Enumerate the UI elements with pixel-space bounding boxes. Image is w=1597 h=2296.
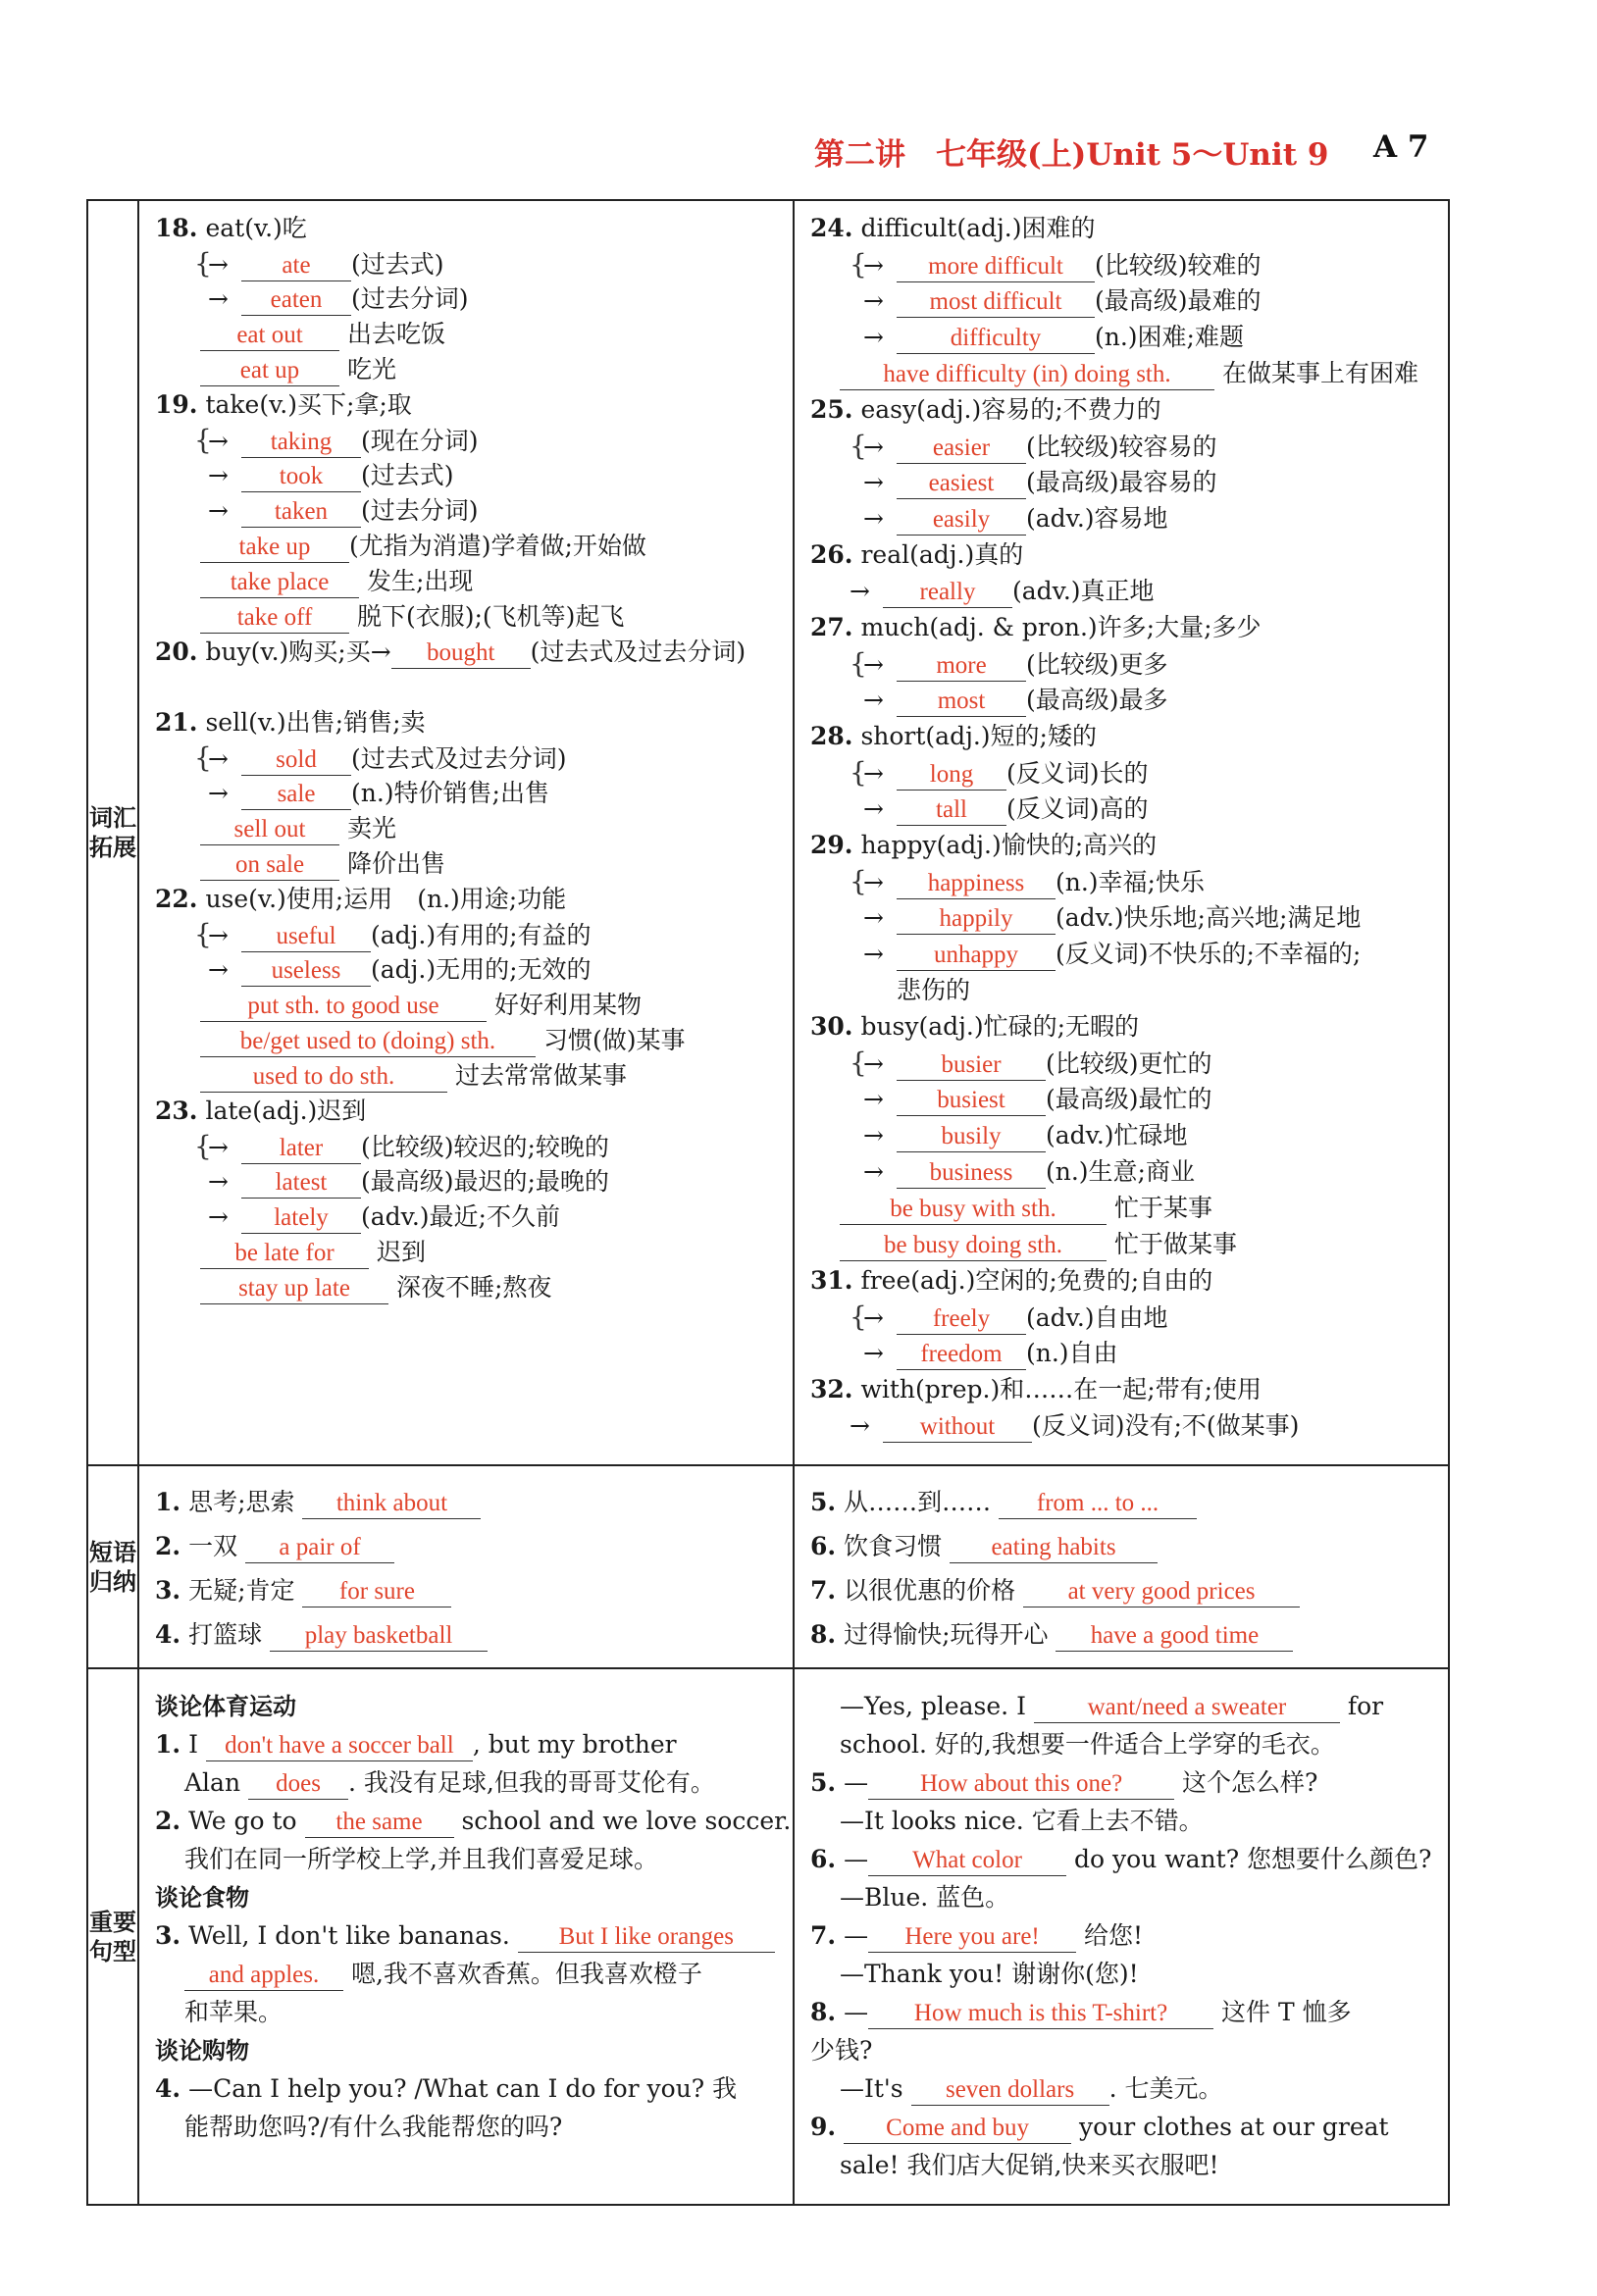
phrase-item (155, 1612, 779, 1657)
answer: sold (241, 745, 351, 776)
answer: long (897, 760, 1006, 791)
text: school and we love soccer. (461, 1807, 792, 1835)
text: 卖光 (346, 814, 396, 842)
answer: eat out (200, 321, 339, 351)
text: — (844, 1768, 869, 1797)
text: (adv.)真正地 (1012, 577, 1155, 605)
text: 这件 T 恤多 (1221, 1998, 1352, 2026)
study-table (86, 199, 1450, 2206)
text: (最高级)最容易的 (1026, 468, 1217, 496)
answer: tall (897, 795, 1006, 826)
answer: taken (241, 497, 361, 528)
text: — (844, 1845, 869, 1873)
text: —Thank you! 谢谢你(您)! (840, 1960, 1139, 1988)
text: Well, I don't like bananas. (188, 1921, 510, 1950)
text: real(adj.)真的 (860, 540, 1024, 569)
text: busy(adj.)忙碌的;无暇的 (860, 1012, 1140, 1041)
text: (adv.)容易地 (1026, 504, 1168, 533)
text: (最高级)最多 (1026, 686, 1168, 714)
text: (n.)困难;难题 (1095, 323, 1244, 351)
topic-heading: 谈论食物 (155, 1884, 249, 1912)
answer: easier (897, 434, 1026, 464)
vocab-entry-18: 18. eat(v.)吃 (155, 214, 307, 242)
text: sale! 我们店大促销,快来买衣服吧! (840, 2151, 1219, 2179)
answer: more (897, 651, 1026, 682)
text: eat(v.)吃 (205, 214, 307, 242)
phrase-item (155, 1480, 779, 1524)
text: (反义词)高的 (1006, 794, 1149, 823)
vocab-entry-19: 19. take(v.)买下;拿;取 (155, 390, 412, 419)
answer: really (883, 578, 1012, 608)
section-label-sentences: 重要句型 (87, 1668, 138, 2205)
text: , but my brother (472, 1730, 677, 1759)
text: (n.)生意;商业 (1046, 1157, 1195, 1186)
text: —It looks nice. 它看上去不错。 (840, 1807, 1204, 1835)
text: 这个怎么样? (1182, 1768, 1318, 1797)
answer: easiest (897, 469, 1026, 499)
answer: used to do sth. (200, 1062, 447, 1093)
answer: busily (897, 1122, 1046, 1152)
answer: sell out (200, 815, 339, 845)
text: free(adj.)空闲的;免费的;自由的 (860, 1266, 1213, 1295)
answer: happiness (897, 869, 1056, 899)
text: (最高级)最迟的;最晚的 (361, 1167, 609, 1196)
phrase-item (155, 1524, 779, 1568)
text: (比较级)更多 (1026, 650, 1168, 679)
answer: busiest (897, 1086, 1046, 1116)
text: —It's (840, 2074, 903, 2103)
text: 2. (155, 1532, 181, 1560)
answer: take up (200, 533, 349, 563)
text: much(adj. & pron.)许多;大量;多少 (860, 613, 1262, 641)
page-header (814, 129, 1442, 179)
section-label-vocab: 词汇拓展 (87, 200, 138, 1465)
text: for (1347, 1692, 1384, 1720)
text: buy(v.)购买;买→ (205, 638, 391, 666)
text: (比较级)较难的 (1095, 251, 1262, 280)
text: —Blue. 蓝色。 (840, 1883, 1010, 1912)
phrase-item (810, 1612, 1434, 1657)
answer: have a good time (1056, 1621, 1293, 1652)
answer: took (241, 462, 361, 492)
text: (adv.)自由地 (1026, 1303, 1168, 1332)
answer: eat up (200, 356, 339, 386)
answer: does (248, 1769, 348, 1800)
text: (adj.)有用的;有益的 (371, 921, 592, 949)
text: (反义词)没有;不(做某事) (1032, 1411, 1300, 1440)
vocab-left-column: 18. eat(v.)吃 {→ ate (过去式) → eaten (过去分词) eat out 出去吃饭 eat up 吃光 19. take(v.)买下;拿;取 {→ taking (现在分词) → took (过去式) → taken (过去分词) take up (尤指为消遣)学着做;开始做 take place 发生;出现 take off 脱下(衣服);(飞机等)起飞 20. buy(v.)购买;买→ bought (过去式及过去分词) 21. sell(v.)出售;销售;卖 {→ sold (过去式及过去分词) → sale (n.)特价销售;出售 sell out 卖光 on sale 降价出售 22. use(v.)使用;运用 (n.)用途;功能 {→ useful (adj.)有用的;有益的 → useless (adj.)无用的;无效的 put sth. to good use 好好利用某物 be/get used to (doing) sth. 习惯(做)某事 used to do sth. 过去常常做某事 23. late(adj.)迟到 {→ later (比较级)较迟的;较晚的 → latest (最高级)最迟的;最晚的 → lately (adv.)最近;不久前 be late for 迟到 stay up late 深夜不睡;熬夜 (138, 200, 794, 1465)
answer: latest (241, 1168, 361, 1199)
text: 出去吃饭 (346, 320, 445, 348)
text: 过去常常做某事 (454, 1061, 627, 1090)
answer: sale (241, 780, 351, 810)
answer: be late for (200, 1239, 369, 1269)
text: . 七美元。 (1108, 2074, 1223, 2103)
text: school. 好的,我想要一件适合上学穿的毛衣。 (840, 1730, 1335, 1759)
answer: and apples. (184, 1961, 343, 1991)
text: (过去分词) (361, 496, 479, 525)
text: 好好利用某物 (493, 991, 642, 1019)
answer: be/get used to (doing) sth. (200, 1027, 536, 1057)
text: (n.)特价销售;出售 (351, 779, 549, 807)
vocab-entry-28: 28. short(adj.)短的;矮的 (810, 722, 1097, 750)
text: late(adj.)迟到 (205, 1097, 367, 1125)
text: 从……到…… (844, 1488, 992, 1516)
answer: from ... to ... (999, 1489, 1197, 1519)
text: 降价出售 (346, 849, 445, 878)
answer: put sth. to good use (200, 992, 487, 1022)
text: (最高级)最忙的 (1046, 1085, 1212, 1113)
answer: bought (391, 638, 531, 669)
answer: How about this one? (868, 1769, 1174, 1800)
answer: taking (241, 428, 361, 458)
answer: Come and buy (844, 2114, 1071, 2144)
answer: But I like oranges (518, 1922, 775, 1953)
text: 嗯,我不喜欢香蕉。但我喜欢橙子 (350, 1960, 702, 1988)
text: 迟到 (376, 1238, 426, 1266)
text: 吃光 (346, 355, 396, 383)
vocab-entry-27: 27. much(adj. & pron.)许多;大量;多少 (810, 613, 1262, 641)
text: 忙于某事 (1113, 1194, 1212, 1222)
text: (过去式及过去分词) (530, 638, 747, 666)
answer: easily (897, 505, 1026, 536)
text: 忙于做某事 (1113, 1230, 1237, 1258)
answer: stay up late (200, 1274, 388, 1304)
vocab-entry-29: 29. happy(adj.)愉快的;高兴的 (810, 831, 1158, 859)
answer: be busy doing sth. (840, 1231, 1107, 1261)
text: (比较级)较容易的 (1026, 433, 1217, 461)
vocab-entry-32: 32. with(prep.)和……在一起;带有;使用 (810, 1375, 1262, 1403)
answer: play basketball (270, 1621, 488, 1652)
answer: How much is this T-shirt? (868, 1999, 1213, 2029)
text: (过去式) (351, 250, 444, 279)
answer: ate (241, 251, 351, 281)
answer: have difficulty (in) doing sth. (840, 360, 1214, 390)
answer: Here you are! (868, 1922, 1076, 1953)
text: 脱下(衣服);(飞机等)起飞 (356, 602, 625, 631)
text: . 我没有足球,但我的哥哥艾伦有。 (348, 1768, 715, 1797)
answer: freely (897, 1304, 1026, 1335)
phrase-item (810, 1568, 1434, 1612)
answer: the same (305, 1808, 454, 1838)
text: 给您! (1084, 1921, 1144, 1950)
phrases-left-column (138, 1465, 794, 1668)
text: 6. (810, 1532, 837, 1560)
text: happy(adj.)愉快的;高兴的 (860, 831, 1158, 859)
text: I (188, 1730, 198, 1759)
sentences-left-column: 谈论体育运动 1. I don't have a soccer ball , but my brother Alan does . 我没有足球,但我的哥哥艾伦有。 2. We go to the same school and we love soccer. 我们在同一所学校上学,并且我们喜爱足球。 谈论食物 3. Well, I don't like bananas. But I like oranges and apples. 嗯,我不喜欢香蕉。但我喜欢橙子 和苹果。 谈论购物 4. —Can I help you? /What can I do for you? 我 能帮助您吗?/有什么我能帮您的吗? (138, 1668, 794, 2205)
answer: useless (241, 956, 371, 987)
text: 在做某事上有困难 (1221, 359, 1418, 387)
vocab-entry-22: 22. use(v.)使用;运用 (n.)用途;功能 (155, 885, 567, 913)
text: 5. (810, 1488, 837, 1516)
answer: busier (897, 1050, 1046, 1081)
text: (n.)自由 (1026, 1339, 1118, 1367)
answer: happily (897, 904, 1056, 935)
phrase-item (810, 1524, 1434, 1568)
answer: eaten (241, 285, 351, 316)
answer: think about (302, 1489, 481, 1519)
text: (现在分词) (361, 427, 479, 455)
text: 3. (155, 1576, 181, 1605)
vocab-entry-26: 26. real(adj.)真的 (810, 540, 1024, 569)
vocab-entry-24: 24. difficult(adj.)困难的 (810, 214, 1096, 242)
text: Alan (184, 1768, 241, 1797)
answer: most (897, 687, 1026, 717)
text: short(adj.)短的;矮的 (860, 722, 1097, 750)
answer: business (897, 1158, 1046, 1189)
text: (过去式) (361, 461, 454, 489)
answer: for sure (302, 1577, 451, 1607)
vocab-entry-23: 23. late(adj.)迟到 (155, 1097, 367, 1125)
answer: most difficult (897, 287, 1095, 318)
answer: take place (200, 568, 359, 598)
text: 1. (155, 1488, 181, 1516)
text: 7. (810, 1576, 837, 1605)
phrases-right-column (794, 1465, 1449, 1668)
text: (反义词)长的 (1006, 759, 1149, 788)
text: (adv.)最近;不久前 (361, 1202, 560, 1231)
answer: more difficult (897, 252, 1095, 282)
vocab-entry-25: 25. easy(adj.)容易的;不费力的 (810, 395, 1161, 424)
text: — (844, 1921, 869, 1950)
text: difficult(adj.)困难的 (860, 214, 1096, 242)
answer: later (241, 1134, 361, 1164)
answer: want/need a sweater (1034, 1693, 1340, 1723)
answer: lately (241, 1203, 361, 1234)
text: (adv.)快乐地;高兴地;满足地 (1056, 903, 1362, 932)
text: 打篮球 (188, 1620, 263, 1649)
text: (adj.)无用的;无效的 (371, 955, 592, 984)
text: easy(adj.)容易的;不费力的 (860, 395, 1161, 424)
text: 我们在同一所学校上学,并且我们喜爱足球。 (184, 1845, 658, 1873)
vocab-right-column: 24. difficult(adj.)困难的 {→ more difficult (比较级)较难的 → most difficult (最高级)最难的 → difficulty (n.)困难;难题 have difficulty (in) doing sth. 在做某事上有困难 25. easy(adj.)容易的;不费力的 {→ easier (比较级)较容易的 → easiest (最高级)最容易的 → easily (adv.)容易地 26. real(adj.)真的 → really (adv.)真正地 27. much(adj. & pron.)许多;大量;多少 {→ more (比较级)更多 → most (最高级)最多 28. short(adj.)短的;矮的 {→ long (反义词)长的 → tall (反义词)高的 29. happy(adj.)愉快的;高兴的 {→ happiness (n.)幸福;快乐 → happily (adv.)快乐地;高兴地;满足地 → unhappy (反义词)不快乐的;不幸福的; 悲伤的 30. busy(adj.)忙碌的;无暇的 {→ busier (比较级)更忙的 → busiest (最高级)最忙的 → busily (adv.)忙碌地 → business (n.)生意;商业 be busy with sth. 忙于某事 be busy doing sth. 忙于做某事 31. free(adj.)空闲的;免费的;自由的 {→ freely (adv.)自由地 → freedom (n.)自由 32. with(prep.)和……在一起;带有;使用 → without (反义词)没有;不(做某事) (794, 200, 1449, 1465)
text: (尤指为消遣)学着做;开始做 (349, 532, 646, 560)
topic-heading: 谈论购物 (155, 2037, 249, 2065)
page-number: A 7 (1373, 129, 1429, 165)
text: (过去式及过去分词) (351, 744, 567, 773)
text: 能帮助您吗?/有什么我能帮您的吗? (184, 2113, 563, 2141)
text: — (844, 1998, 869, 2026)
phrase-item (810, 1480, 1434, 1524)
phrase-item (155, 1568, 779, 1612)
text: 4. (155, 1620, 181, 1649)
lecture-title: 第二讲 七年级(上)Unit 5～Unit 9 (814, 137, 1329, 173)
text: 饮食习惯 (844, 1532, 943, 1560)
text: use(v.)使用;运用 (n.)用途;功能 (205, 885, 567, 913)
answer: be busy with sth. (840, 1195, 1107, 1225)
text: 8. (810, 1620, 837, 1649)
text: 以很优惠的价格 (844, 1576, 1016, 1605)
text: 思考;思索 (188, 1488, 295, 1516)
text: your clothes at our great (1079, 2113, 1389, 2141)
vocab-entry-30: 30. busy(adj.)忙碌的;无暇的 (810, 1012, 1140, 1041)
text: take(v.)买下;拿;取 (205, 390, 412, 419)
text: 一双 (188, 1532, 238, 1560)
vocab-entry-21: 21. sell(v.)出售;销售;卖 (155, 708, 426, 737)
text: (比较级)更忙的 (1046, 1049, 1212, 1078)
text: do you want? 您想要什么颜色? (1074, 1845, 1432, 1873)
vocab-entry-31: 31. free(adj.)空闲的;免费的;自由的 (810, 1266, 1213, 1295)
text: 少钱? (810, 2036, 873, 2065)
text: sell(v.)出售;销售;卖 (205, 708, 426, 737)
answer: at very good prices (1023, 1577, 1300, 1607)
text: with(prep.)和……在一起;带有;使用 (860, 1375, 1262, 1403)
text: (过去分词) (351, 284, 469, 313)
text: We go to (188, 1807, 297, 1835)
text: (比较级)较迟的;较晚的 (361, 1133, 609, 1161)
answer: without (883, 1412, 1032, 1443)
answer: What color (868, 1846, 1066, 1876)
text: (adv.)忙碌地 (1046, 1121, 1188, 1149)
section-label-phrases: 短语归纳 (87, 1465, 138, 1668)
text: (n.)幸福;快乐 (1056, 868, 1205, 896)
text: —Yes, please. I (840, 1692, 1026, 1720)
text: 过得愉快;玩得开心 (844, 1620, 1049, 1649)
text: —Can I help you? /What can I do for you? 我 (188, 2074, 738, 2103)
answer: freedom (897, 1340, 1026, 1370)
text: 无疑;肯定 (188, 1576, 295, 1605)
answer: take off (200, 603, 349, 634)
answer: a pair of (245, 1533, 394, 1563)
text: (反义词)不快乐的;不幸福的; (1056, 940, 1362, 968)
answer: seven dollars (911, 2075, 1109, 2106)
vocab-entry-20: 20. buy(v.)购买;买→ bought (过去式及过去分词) (155, 635, 779, 670)
answer: on sale (200, 850, 339, 881)
text: 发生;出现 (366, 567, 474, 595)
text: 习惯(做)某事 (542, 1026, 686, 1054)
answer: useful (241, 922, 371, 952)
answer: difficulty (897, 324, 1095, 354)
answer: don't have a soccer ball (206, 1731, 473, 1761)
sentences-right-column: —Yes, please. I want/need a sweater for school. 好的,我想要一件适合上学穿的毛衣。 5. — How about this one? 这个怎么样? —It looks nice. 它看上去不错。 6. — What color do you want? 您想要什么颜色? —Blue. 蓝色。 7. — Here you are! 给您! —Thank you! 谢谢你(您)! 8. — How much is this T-shirt? 这件 T 恤多 少钱? —It's seven dollars . 七美元。 9. Come and buy your clothes at our great sale! 我们店大促销,快来买衣服吧! (794, 1668, 1449, 2205)
answer: eating habits (950, 1533, 1158, 1563)
text: 深夜不睡;熬夜 (395, 1273, 552, 1301)
answer: unhappy (897, 941, 1056, 971)
text: (最高级)最难的 (1095, 286, 1262, 315)
text: 悲伤的 (897, 976, 971, 1004)
topic-heading: 谈论体育运动 (155, 1693, 296, 1720)
text: 和苹果。 (184, 1998, 283, 2026)
